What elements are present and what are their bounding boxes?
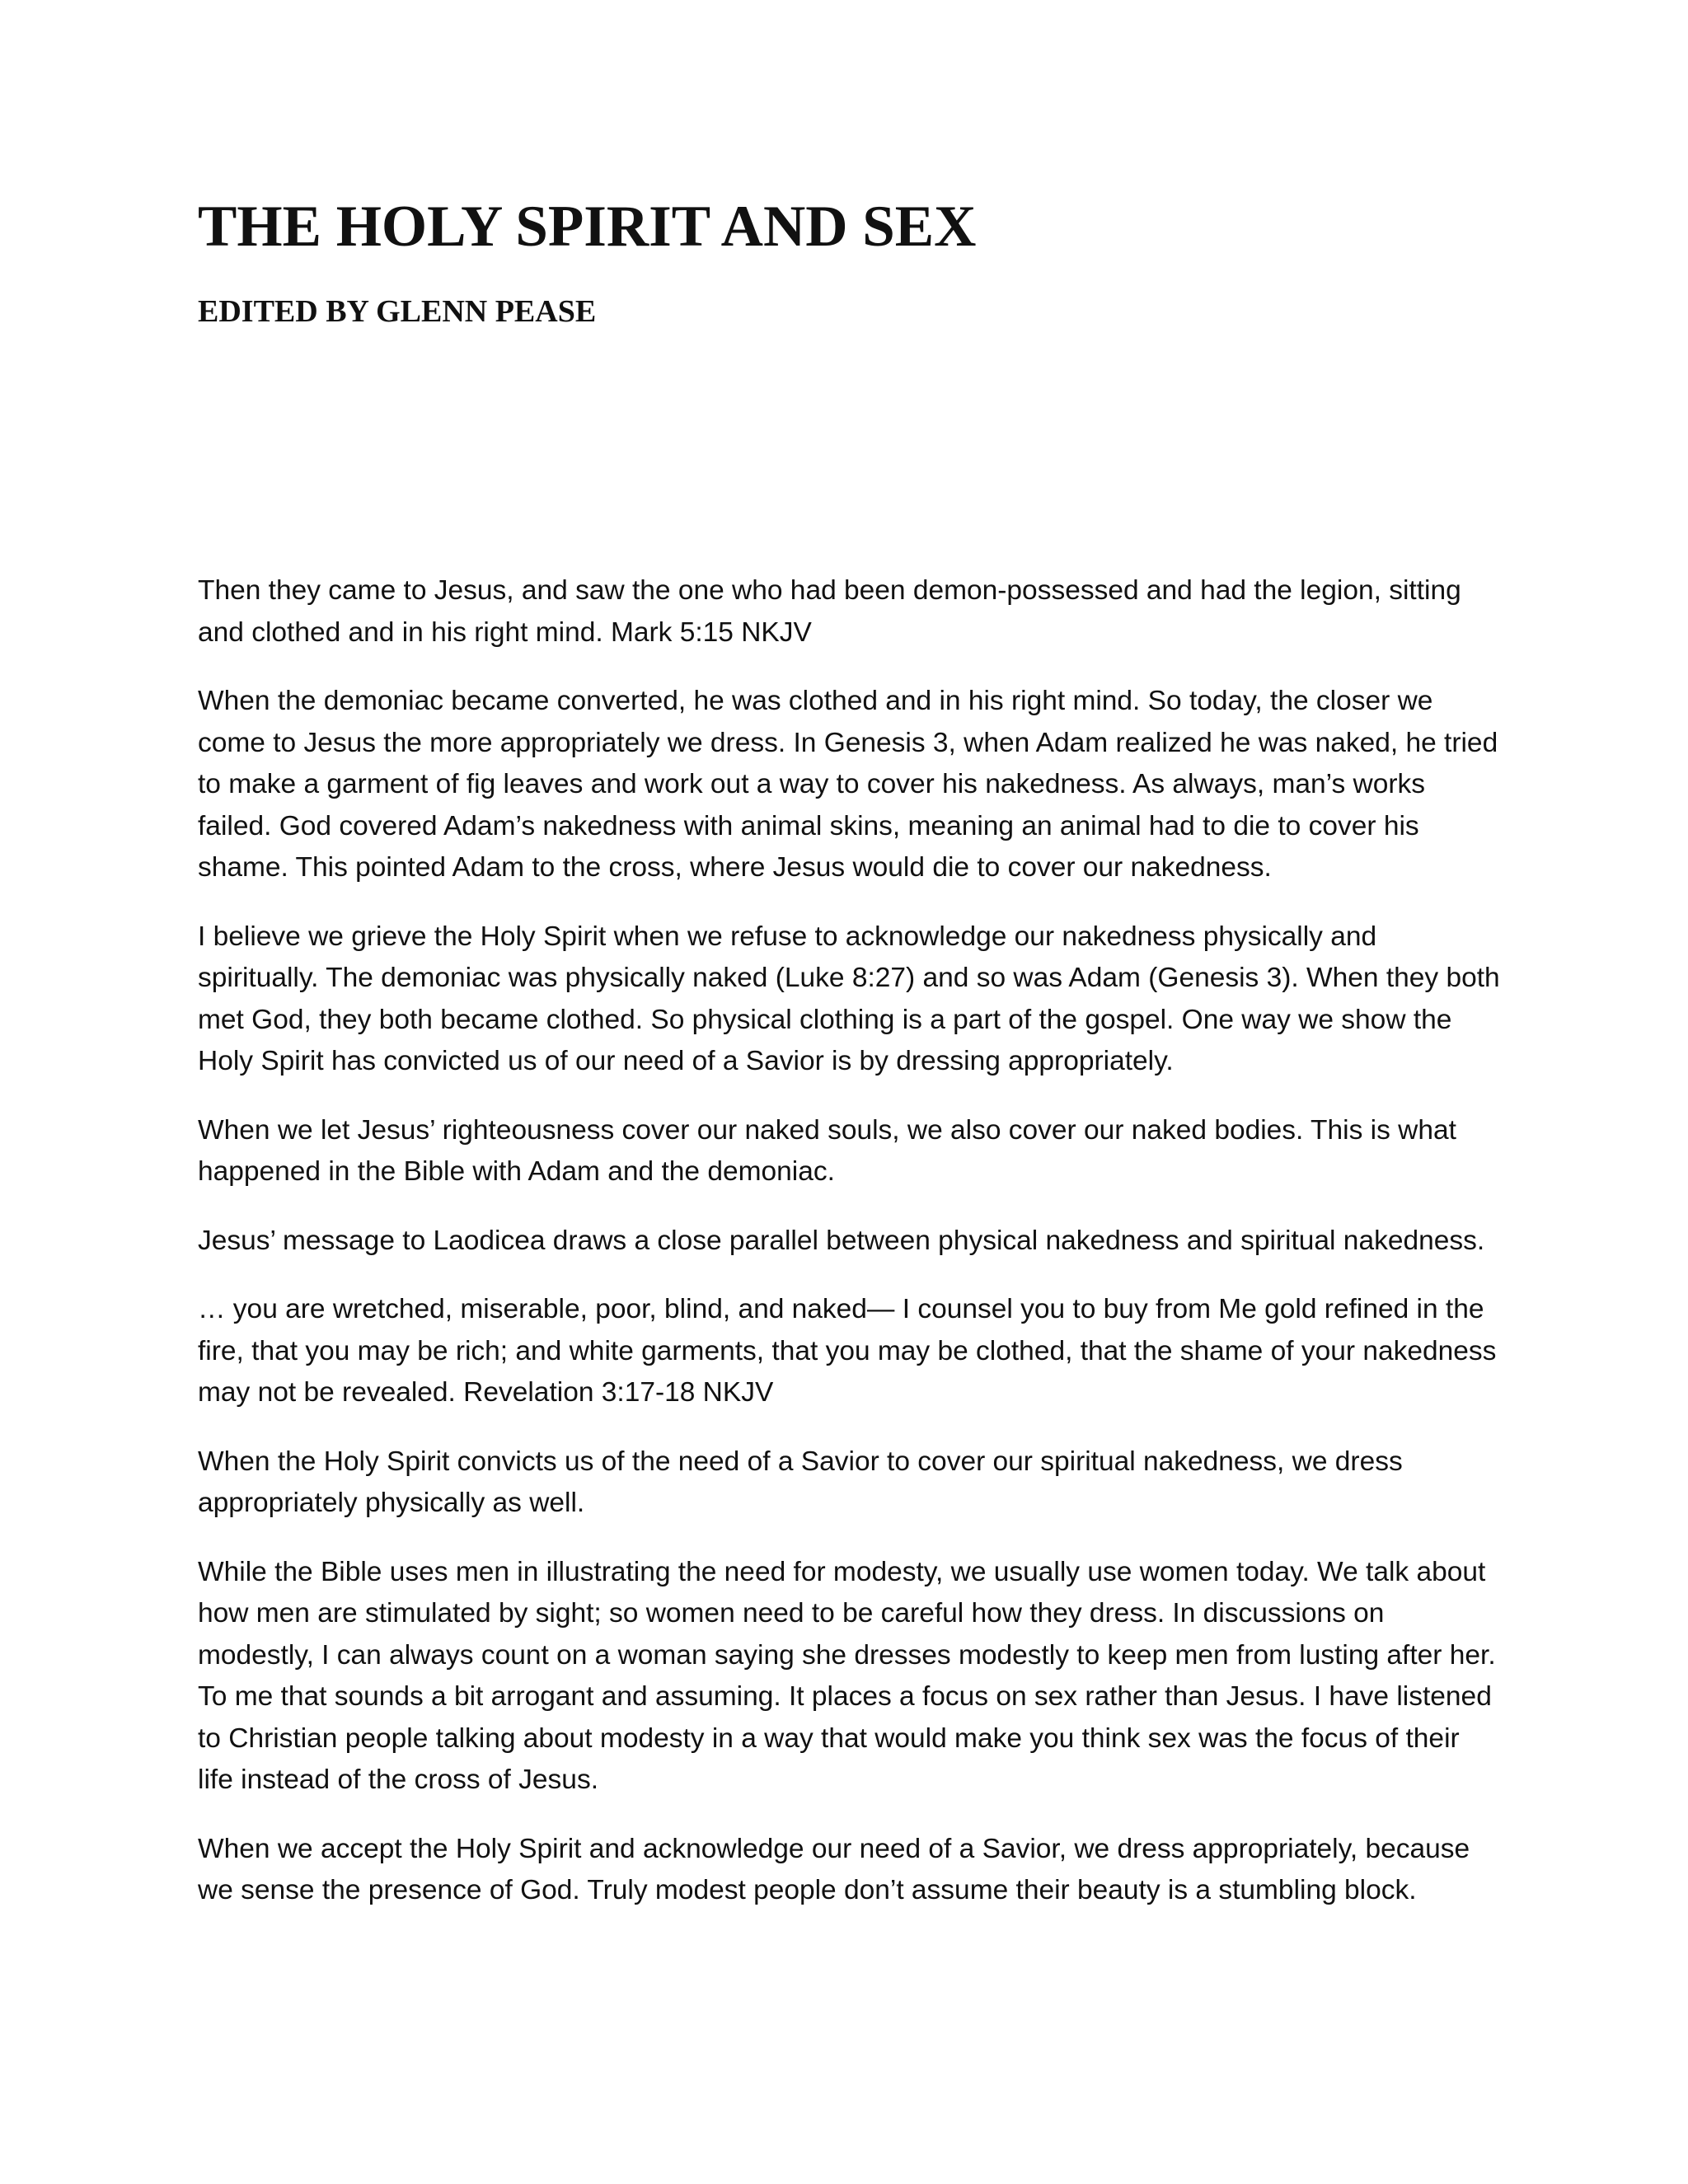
paragraph-grieve-holy-spirit: I believe we grieve the Holy Spirit when we refuse to acknowledge our nakedness physically and spiritually. The demoniac was physically naked (Luke 8:27) and so was Adam (Genesis 3). When they both met God, they both became clothed. So physical clothing is a part of the gospel. One way we show the Holy Spirit has convicted us of our need of a Savior is by dressing appropriately. xyxy=(198,921,1500,1076)
paragraph-righteousness-cover: When we let Jesus’ righteousness cover our naked souls, we also cover our naked bodies. This is what happened in the Bible with Adam and the demoniac. xyxy=(198,1114,1456,1187)
paragraph-laodicea: Jesus’ message to Laodicea draws a close parallel between physical nakedness and spiritual nakedness. xyxy=(198,1225,1485,1256)
paragraph-demoniac-converted: When the demoniac became converted, he was clothed and in his right mind. So today, the closer we come to Jesus the more appropriately we dress. In Genesis 3, when Adam realized he was naked, he tried to make a garment of fig leaves and work out a way to cover his nakedness. As always, man’s works failed. God covered Adam’s nakedness with animal skins, meaning an animal had to die to cover his shame. This pointed Adam to the cross, where Jesus would die to cover our nakedness. xyxy=(198,686,1498,883)
paragraph-scripture-mark: Then they came to Jesus, and saw the one who had been demon-possessed and had the legion, sitting and clothed and in his right mind. Mark 5:15 NKJV xyxy=(198,575,1461,648)
paragraph-spiritual-nakedness: When the Holy Spirit convicts us of the need of a Savior to cover our spiritual nakedness, we dress appropriately physically as well. xyxy=(198,1446,1403,1518)
document-title: THE HOLY SPIRIT AND SEX xyxy=(198,194,977,259)
paragraph-modesty: While the Bible uses men in illustrating the need for modesty, we usually use women today. We talk about how men are stimulated by sight; so women need to be careful how they dress. In discussions on modestly, I can always count on a woman saying she dresses modestly to keep men from lusting after her. To me that sounds a bit arrogant and assuming. It places a focus on sex rather than Jesus. I have listened to Christian people talking about modesty in a way that would make you think sex was the focus of their life instead of the cross of Jesus. xyxy=(198,1556,1496,1795)
paragraph-scripture-revelation: … you are wretched, miserable, poor, blind, and naked— I counsel you to buy from Me gold refined in the fire, that you may be rich; and white garments, that you may be clothed, that the shame of your nakedness may not be revealed. Revelation 3:17-18 NKJV xyxy=(198,1294,1497,1408)
paragraph-presence-of-god: When we accept the Holy Spirit and acknowledge our need of a Savior, we dress appropriately, because we sense the presence of God. Truly modest people don’t assume their beauty is a stumbling block. xyxy=(198,1833,1470,1905)
document-subtitle: EDITED BY GLENN PEASE xyxy=(198,294,597,329)
document-body xyxy=(198,570,1500,1939)
